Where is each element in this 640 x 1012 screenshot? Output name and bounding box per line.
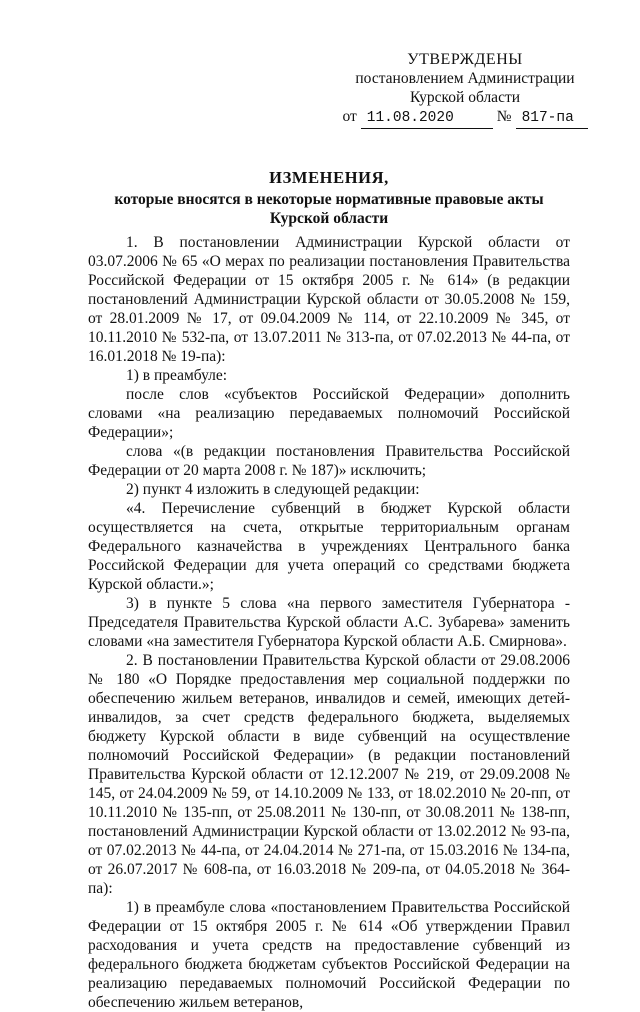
approval-number: 817-па [516, 109, 588, 129]
paragraph: 2. В постановлении Правительства Курской области от 29.08.2006 № 180 «О Порядке предоставления мер социальной поддержки по обеспечению жильем ветеранов, инвалидов и семей, имеющих детей-инвалидов, за счет средств федерального бюджета, выделяемых бюджету Курской области в виде субвенций на осуществление полномочий Российской Федерации» (в редакции постановлений Правительства Курской области от 12.12.2007 № 219, от 29.09.2008 № 145, от 24.04.2009 № 59, от 14.10.2009 № 133, от 18.02.2010 № 20-пп, от 10.11.2010 № 135-пп, от 25.08.2011 № 130-пп, от 30.08.2011 № 138-пп, постановлений Администрации Курской области от 13.02.2012 № 93-па, от 07.02.2013 № 44-па, от 24.04.2014 № 271-па, от 15.03.2016 № 134-па, от 26.07.2017 № 608-па, от 16.03.2018 № 209-па, от 04.05.2018 № 364-па): [88, 652, 570, 897]
approval-date-line [340, 107, 590, 129]
approval-line-2: Курской области [409, 89, 521, 106]
document-subtitle-2: Курской области [269, 210, 389, 227]
approval-date: 11.08.2020 [361, 109, 493, 129]
document-subtitle-1: которые вносятся в некоторые нормативные правовые акты [114, 191, 544, 208]
document-body [88, 233, 570, 1012]
from-label: от [342, 108, 357, 125]
paragraph: «4. Перечисление субвенций в бюджет Курской области осуществляется на счета, открытые территориальным органам Федерального казначейства в учреждениях Центрального банка Российской Федерации для учета операций со средствами бюджета Курской области.»; [88, 500, 570, 593]
paragraph: 3) в пункте 5 слова «на первого заместителя Губернатора - Председателя Правительства Курской области А.С. Зубарева» заменить словами «на заместителя Губернатора Курской области А.Б. Смирнова». [88, 595, 570, 650]
paragraph: после слов «субъектов Российской Федерации» дополнить словами «на реализацию передаваемых полномочий Российской Федерации»; [88, 386, 570, 441]
number-label: № [496, 108, 512, 125]
paragraph: 1) в преамбуле слова «постановлением Правительства Российской Федерации от 15 октября 2005 г. № 614 «Об утверждении Правил расходования и учета средств на предоставление субвенций из федерального бюджета бюджетам субъектов Российской Федерации на реализацию передаваемых полномочий Российской Федерации по обеспечению жильем ветеранов, [88, 899, 570, 1011]
paragraph: 1. В постановлении Администрации Курской области от 03.07.2006 № 65 «О мерах по реализации постановления Правительства Российской Федерации от 15 октября 2005 г. № 614» (в редакции постановлений Администрации Курской области от 30.05.2008 № 159, от 28.01.2009 № 17, от 09.04.2009 № 114, от 22.10.2009 № 345, от 10.11.2010 № 532-па, от 13.07.2011 № 313-па, от 07.02.2013 № 44-па, от 16.01.2018 № 19-па): [88, 234, 570, 365]
approval-line-1: постановлением Администрации [355, 70, 575, 87]
paragraph: 1) в преамбуле: [126, 367, 228, 384]
document-title: ИЗМЕНЕНИЯ, [269, 168, 389, 187]
approval-stamp: УТВЕРЖДЕНЫ [407, 51, 523, 68]
paragraph: слова «(в редакции постановления Правительства Российской Федерации от 20 марта 2008 г. № 187)» исключить; [88, 443, 570, 479]
approval-block [340, 50, 590, 129]
paragraph: 2) пункт 4 изложить в следующей редакции: [126, 481, 420, 498]
document-heading [88, 168, 570, 228]
